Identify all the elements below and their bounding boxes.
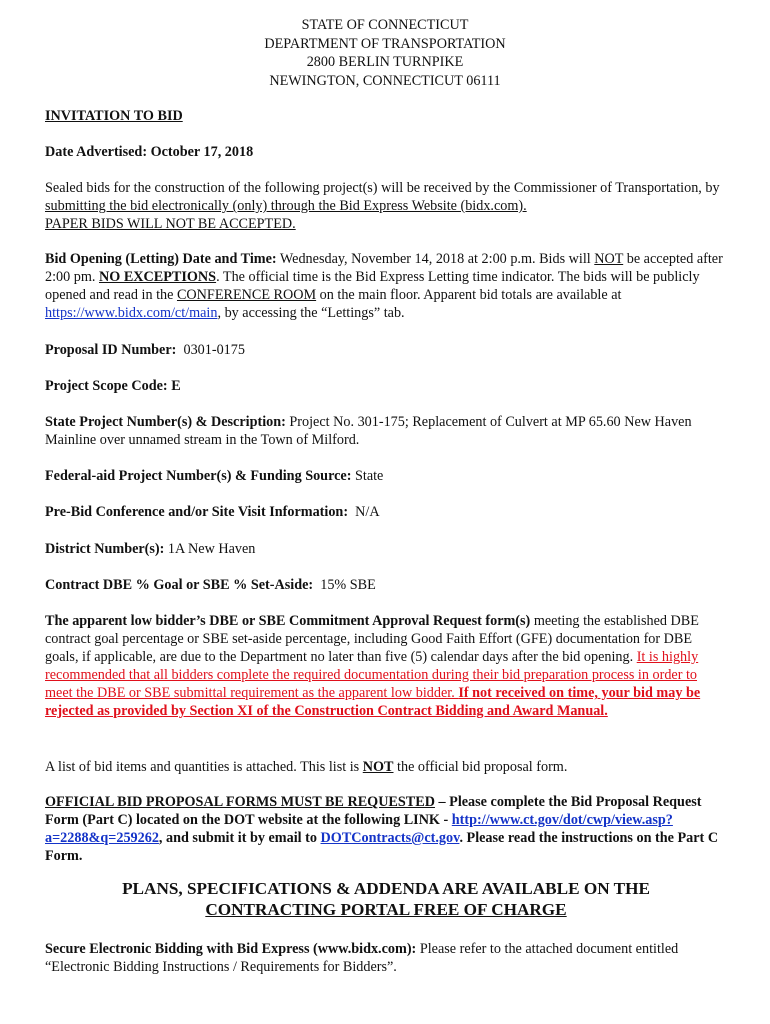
sealed-bids-paragraph [45,179,727,233]
federal-aid-label: Federal-aid Project Number(s) & Funding Source: [45,468,352,484]
pre-bid-conference [45,503,727,521]
scope-code-text: Project Scope Code: E [45,378,181,394]
federal-aid-value: State [351,468,384,484]
document-title [45,107,727,125]
bidx-lettings-link[interactable]: https://www.bidx.com/ct/main [45,305,218,321]
dbe-goal-label: Contract DBE % Goal or SBE % Set-Aside: [45,577,314,593]
pre-bid-value: N/A [348,504,380,520]
proposal-id [45,341,727,359]
secure-bidding-paragraph [45,940,727,976]
state-project [45,413,727,449]
state-name: STATE OF CONNECTICUT [301,17,469,33]
low-bidder-label: The apparent low bidder’s DBE or SBE Commitment Approval Request form(s) [45,613,531,629]
bid-opening-paragraph [45,250,727,322]
district-label: District Number(s): [45,541,165,557]
official-forms-text: – Please complete the Bid Proposal Request Form (Part C) located on the DOT website at the following LINK - [45,794,702,828]
district-number [45,540,727,558]
city-address: NEWINGTON, CONNECTICUT 06111 [269,72,501,89]
date-advertised [45,143,727,161]
bid-items-text-2: the official bid proposal form. [393,759,568,775]
rejection-warning: If not received on time, your bid may be rejected as provided by Section XI of the Construction Contract Bidding and Award Manual. [45,685,701,719]
plans-line-2-text: CONTRACTING PORTAL FREE OF CHARGE [205,900,567,919]
official-forms-text-2: , and submit it by email to [158,830,321,846]
secure-bidding-label: Secure Electronic Bidding with Bid Express (www.bidx.com): [45,941,417,957]
bid-opening-text-3: . The official time is the Bid Express Letting time indicator. The bids will be publicly opened and read in the [45,269,700,303]
no-exceptions: NO EXCEPTIONS [99,269,217,285]
not-emphasis: NOT [594,251,624,267]
sealed-text: Sealed bids for the construction of the following project(s) will be received by the Commissioner of Transportation, by [45,180,720,196]
proposal-id-label: Proposal ID Number: [45,342,177,358]
dbe-goal [45,576,727,594]
title-text: INVITATION TO BID [45,108,183,124]
plans-line-1: PLANS, SPECIFICATIONS & ADDENDA ARE AVAILABLE ON THE [122,879,650,898]
low-bidder-text: meeting the established DBE contract goal percentage or SBE set-aside percentage, including Good Faith Effort (GFE) documentation for DBE goals, if applicable, are due to the Department no later than five (5) calendar days after the bid opening. [45,613,699,665]
bid-opening-text-5: , by accessing the “Lettings” tab. [217,305,405,321]
dbe-goal-value: 15% SBE [313,577,376,593]
bid-items-note [45,758,727,776]
date-advertised-text: Date Advertised: October 17, 2018 [45,144,254,160]
bid-opening-text-4: on the main floor. Apparent bid totals are available at [316,287,622,303]
bid-opening-label: Bid Opening (Letting) Date and Time: [45,251,277,267]
official-forms-text-3: . Please read the instructions on the Part C Form. [45,830,719,864]
proposal-id-value: 0301-0175 [176,342,245,358]
state-project-value: Project No. 301-175; Replacement of Culvert at MP 65.60 New Haven Mainline over unnamed stream in the Town of Milford. [45,414,692,448]
district-value: 1A New Haven [164,541,256,557]
department-name: DEPARTMENT OF TRANSPORTATION [264,35,506,52]
street-address: 2800 BERLIN TURNPIKE [306,54,464,70]
bid-opening-text: Wednesday, November 14, 2018 at 2:00 p.m. Bids will [276,251,595,267]
federal-aid [45,467,727,485]
dot-contracts-email-link[interactable]: DOTContracts@ct.gov [320,830,460,846]
paper-bids-note: PAPER BIDS WILL NOT BE ACCEPTED. [45,216,296,232]
electronic-submission-note: submitting the bid electronically (only) through the Bid Express Website (bidx.com). [45,198,527,214]
bid-items-not: NOT [362,759,394,775]
bid-items-text: A list of bid items and quantities is attached. This list is [45,759,363,775]
bid-opening-text-2: be accepted after 2:00 pm. [45,251,723,285]
secure-bidding-text: Please refer to the attached document entitled “Electronic Bidding Instructions / Requirements for Bidders”. [45,941,679,975]
project-scope-code [45,377,727,395]
state-project-label: State Project Number(s) & Description: [45,414,286,430]
proposal-request-link[interactable]: http://www.ct.gov/dot/cwp/view.asp?a=2288&q=259262 [45,812,673,846]
official-forms-paragraph [45,793,727,865]
conference-room: CONFERENCE ROOM [176,287,317,303]
plans-line-2 [45,899,727,920]
official-forms-heading: OFFICIAL BID PROPOSAL FORMS MUST BE REQUESTED [45,794,435,810]
low-bidder-paragraph [45,612,727,720]
recommendation-warning: It is highly recommended that all bidders complete the required documentation during their bid preparation process in order to meet the DBE or SBE submittal requirement as the apparent low bidder. [45,649,699,701]
letterhead [0,16,770,90]
plans-availability-heading [45,878,727,920]
pre-bid-label: Pre-Bid Conference and/or Site Visit Information: [45,504,349,520]
